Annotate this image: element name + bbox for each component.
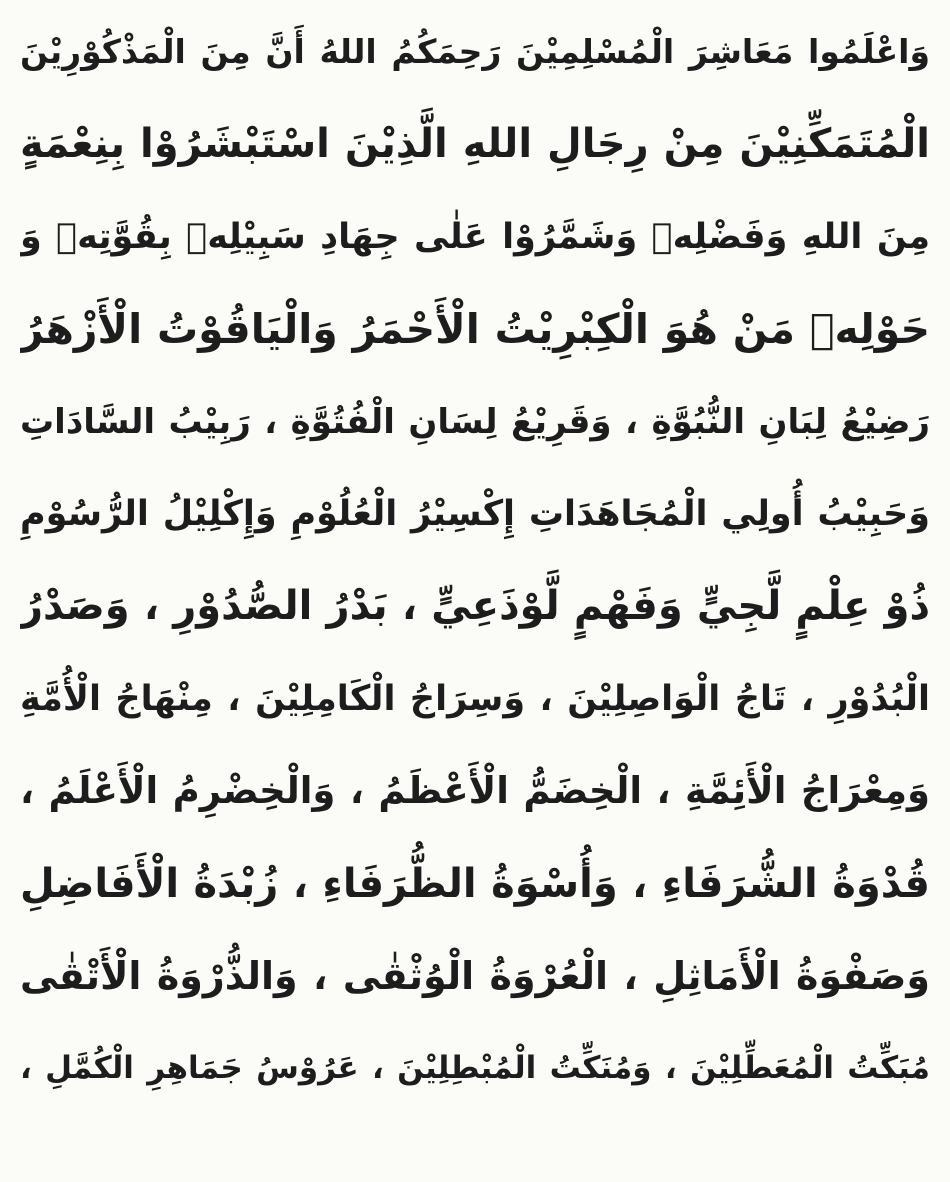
text-line-1: وَاعْلَمُوا مَعَاشِرَ الْمُسْلِمِيْنَ رَحِمَكُمُ اللهُ أَنَّ مِنَ الْمَذْكُوْرِيْنَ — [20, 32, 930, 71]
text-line-12: مُبَكِّتُ الْمُعَطِّلِيْنَ ، وَمُنَكِّتُ الْمُبْطِلِيْنَ ، عَرُوْسُ جَمَاهِرِ الْكُمَّلِ ، — [20, 1050, 930, 1087]
text-line-8: الْبُدُوْرِ ، تَاجُ الْوَاصِلِيْنَ ، وَسِرَاجُ الْكَامِلِيْنَ ، مِنْهَاجُ الْأُمَّةِ — [20, 678, 930, 719]
text-line-7: ذُوْ عِلْمٍ لَّجِيٍّ وَفَهْمٍ لَّوْذَعِيٍّ ، بَدْرُ الصُّدُوْرِ ، وَصَدْرُ — [20, 583, 930, 630]
text-line-11: وَصَفْوَةُ الْأَمَاثِلِ ، الْعُرْوَةُ الْوُثْقٰى ، وَالذُّرْوَةُ الْأَتْقٰى — [20, 953, 930, 998]
text-line-6: وَحَبِيْبُ أُولِي الْمُجَاهَدَاتِ إِكْسِيْرُ الْعُلُوْمِ وَإِكْلِيْلُ الرُّسُوْمِ — [20, 493, 930, 534]
text-line-3: مِنَ اللهِ وَفَضْلِهٖ وَشَمَّرُوْا عَلٰى جِهَادِ سَبِيْلِهٖ بِقُوَّتِهٖ وَ — [20, 216, 930, 257]
text-line-4: حَوْلِهٖ مَنْ هُوَ الْكِبْرِيْتُ الْأَحْمَرُ وَالْيَاقُوْتُ الْأَزْهَرُ — [20, 305, 930, 354]
text-line-10: قُدْوَةُ الشُّرَفَاءِ ، وَأُسْوَةُ الظُّرَفَاءِ ، زُبْدَةُ الْأَفَاضِلِ — [20, 860, 930, 907]
arabic-text-block — [20, 6, 930, 1115]
text-line-9: وَمِعْرَاجُ الْأَئِمَّةِ ، الْخِضَمُّ الْأَعْظَمُ ، وَالْخِضْرِمُ الْأَعْلَمُ ، — [20, 769, 930, 813]
text-line-5: رَضِيْعُ لِبَانِ النُّبُوَّةِ ، وَقَرِيْعُ لِسَانِ الْفُتُوَّةِ ، رَبِيْبُ السَّادَاتِ — [20, 401, 930, 442]
text-line-2: الْمُتَمَكِّنِيْنَ مِنْ رِجَالِ اللهِ الَّذِيْنَ اسْتَبْشَرُوْا بِنِعْمَةٍ — [20, 121, 930, 168]
